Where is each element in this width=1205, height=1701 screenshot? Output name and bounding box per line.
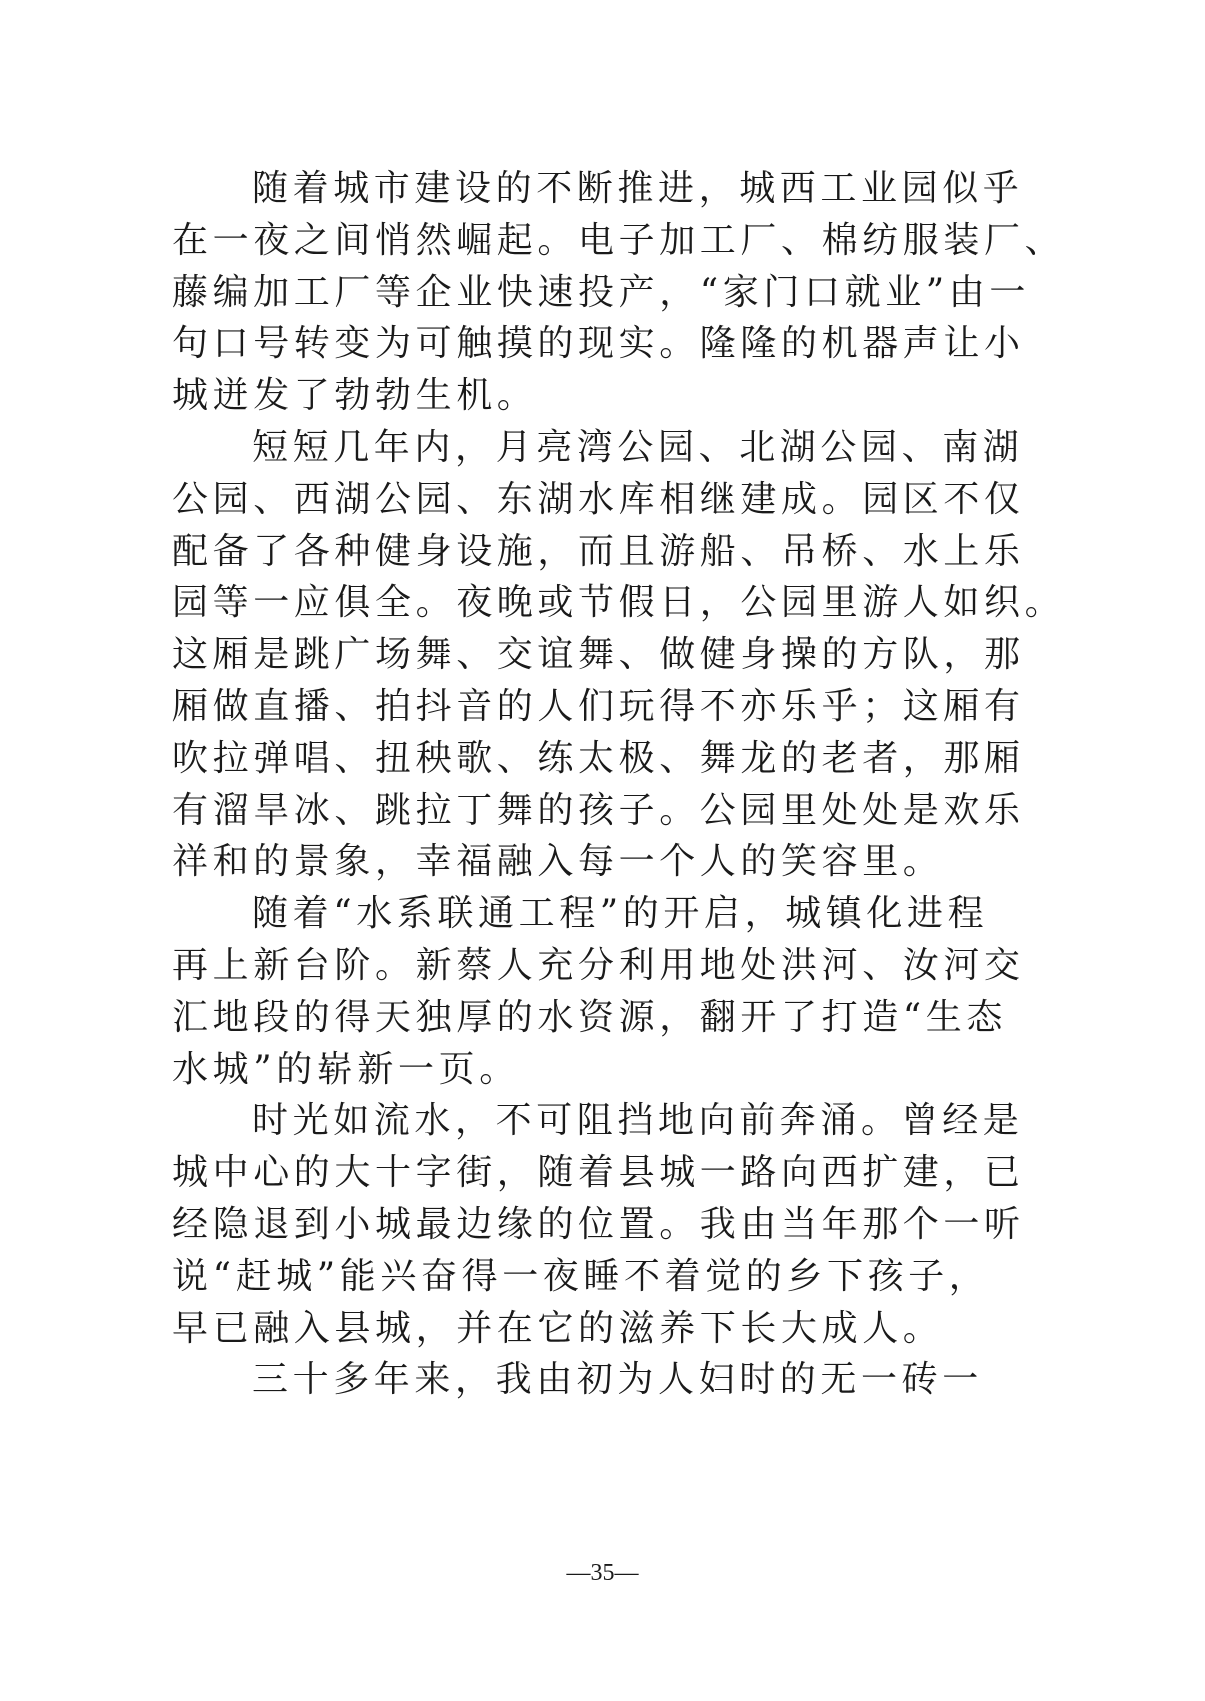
body-text xyxy=(172,163,1066,1406)
text-line: 水城”的崭新一页。 xyxy=(172,1048,520,1090)
text-line: 时光如流水，不可阻挡地向前奔涌。曾经是 xyxy=(252,1100,1024,1142)
text-line: 祥和的景象，幸福融入每一个人的笑容里。 xyxy=(172,841,944,883)
text-line: 随着城市建设的不断推进，城西工业园似乎 xyxy=(252,168,1024,209)
text-line: 藤编加工厂等企业快速投产，“家门口就业”由一 xyxy=(172,271,1031,313)
text-line: 有溜旱冰、跳拉丁舞的孩子。公园里处处是欢乐 xyxy=(172,789,1025,831)
text-line: 厢做直播、拍抖音的人们玩得不亦乐乎；这厢有 xyxy=(172,685,1025,727)
paragraph-3 xyxy=(172,888,1025,1095)
paragraph-4 xyxy=(172,1095,1025,1354)
text-line: 句口号转变为可触摸的现实。隆隆的机器声让小 xyxy=(172,323,1025,365)
text-line: 三十多年来，我由初为人妇时的无一砖一 xyxy=(252,1359,983,1401)
text-line: 经隐退到小城最边缘的位置。我由当年那个一听 xyxy=(172,1203,1025,1245)
text-line: 早已融入县城，并在它的滋养下长大成人。 xyxy=(172,1307,944,1349)
text-line: 城迸发了勃勃生机。 xyxy=(172,375,538,417)
text-line: 公园、西湖公园、东湖水库相继建成。园区不仅 xyxy=(172,478,1025,520)
text-line: 汇地段的得天独厚的水资源，翻开了打造“生态 xyxy=(172,996,1008,1038)
text-line: 再上新台阶。新蔡人充分利用地处洪河、汝河交 xyxy=(172,944,1025,986)
page-number: —35— xyxy=(566,1560,639,1586)
text-line: 说“赶城”能兴奋得一夜睡不着觉的乡下孩子， xyxy=(172,1255,990,1297)
text-line: 短短几年内，月亮湾公园、北湖公园、南湖 xyxy=(252,426,1024,468)
paragraph-2 xyxy=(172,422,1066,888)
text-line: 吹拉弹唱、扭秧歌、练太极、舞龙的老者，那厢 xyxy=(172,737,1025,779)
text-line: 这厢是跳广场舞、交谊舞、做健身操的方队，那 xyxy=(172,634,1025,676)
text-line: 配备了各种健身设施，而且游船、吊桥、水上乐 xyxy=(172,530,1025,572)
text-line: 随着“水系联通工程”的开启，城镇化进程 xyxy=(252,893,989,935)
text-line: 园等一应俱全。夜晚或节假日，公园里游人如织。 xyxy=(172,582,1066,624)
text-line: 城中心的大十字街，随着县城一路向西扩建，已 xyxy=(172,1152,1025,1194)
paragraph-1 xyxy=(172,163,1066,422)
text-line: 在一夜之间悄然崛起。电子加工厂、棉纺服装厂、 xyxy=(172,219,1066,261)
paragraph-5 xyxy=(172,1354,983,1406)
